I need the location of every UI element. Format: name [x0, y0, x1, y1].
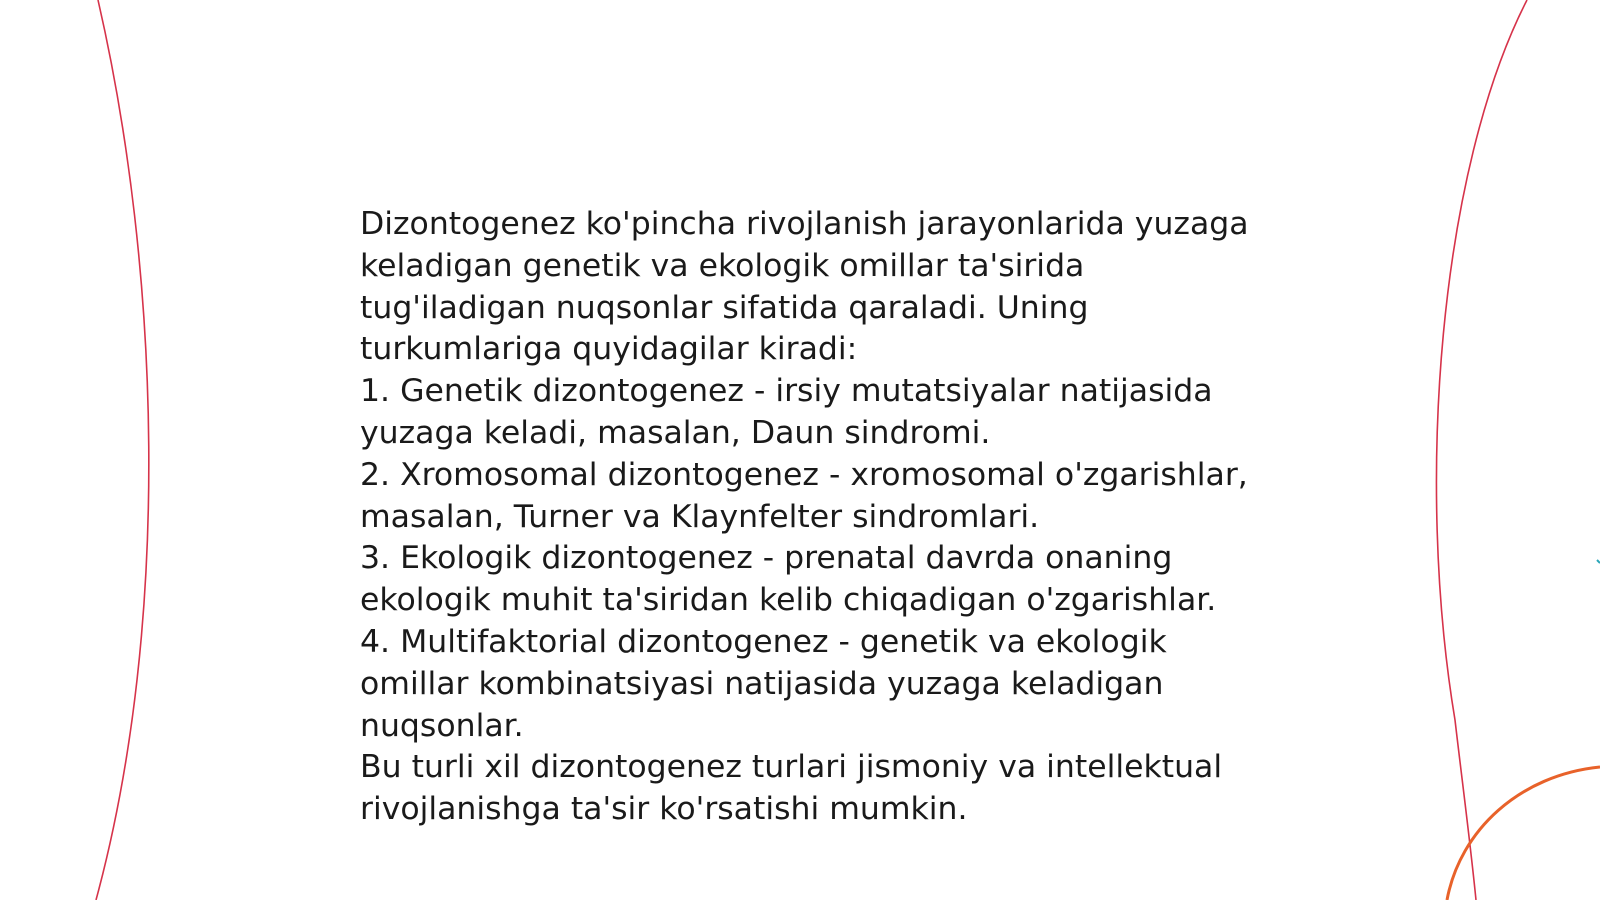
right-arc-decoration	[1436, 0, 1527, 900]
conclusion-paragraph: Bu turli xil dizontogenez turlari jismoniy va intellektual rivojlanishga ta'sir ko'rsatishi mumkin.	[360, 749, 1223, 828]
orange-circle-decoration	[1447, 767, 1600, 900]
list-item-ecological: 3. Ekologik dizontogenez - prenatal davrda onaning ekologik muhit ta'siridan kelib chiqadigan o'zgarishlar.	[360, 540, 1217, 619]
list-item-chromosomal: 2. Xromosomal dizontogenez - xromosomal o'zgarishlar, masalan, Turner va Klaynfelter sindromlari.	[360, 456, 1248, 535]
left-arc-decoration	[96, 0, 149, 900]
intro-paragraph: Dizontogenez ko'pincha rivojlanish jarayonlarida yuzaga keladigan genetik va ekologik omillar ta'sirida tug'iladigan nuqsonlar sifatida qaraladi. Uning turkumlariga quyidagilar kiradi:	[360, 206, 1249, 368]
slide-body-text	[360, 204, 1260, 831]
list-item-genetic: 1. Genetik dizontogenez - irsiy mutatsiyalar natijasida yuzaga keladi, masalan, Daun sindromi.	[360, 373, 1213, 451]
list-item-multifactorial: 4. Multifaktorial dizontogenez - genetik va ekologik omillar kombinatsiyasi natijasida yuzaga keladigan nuqsonlar.	[360, 623, 1167, 744]
